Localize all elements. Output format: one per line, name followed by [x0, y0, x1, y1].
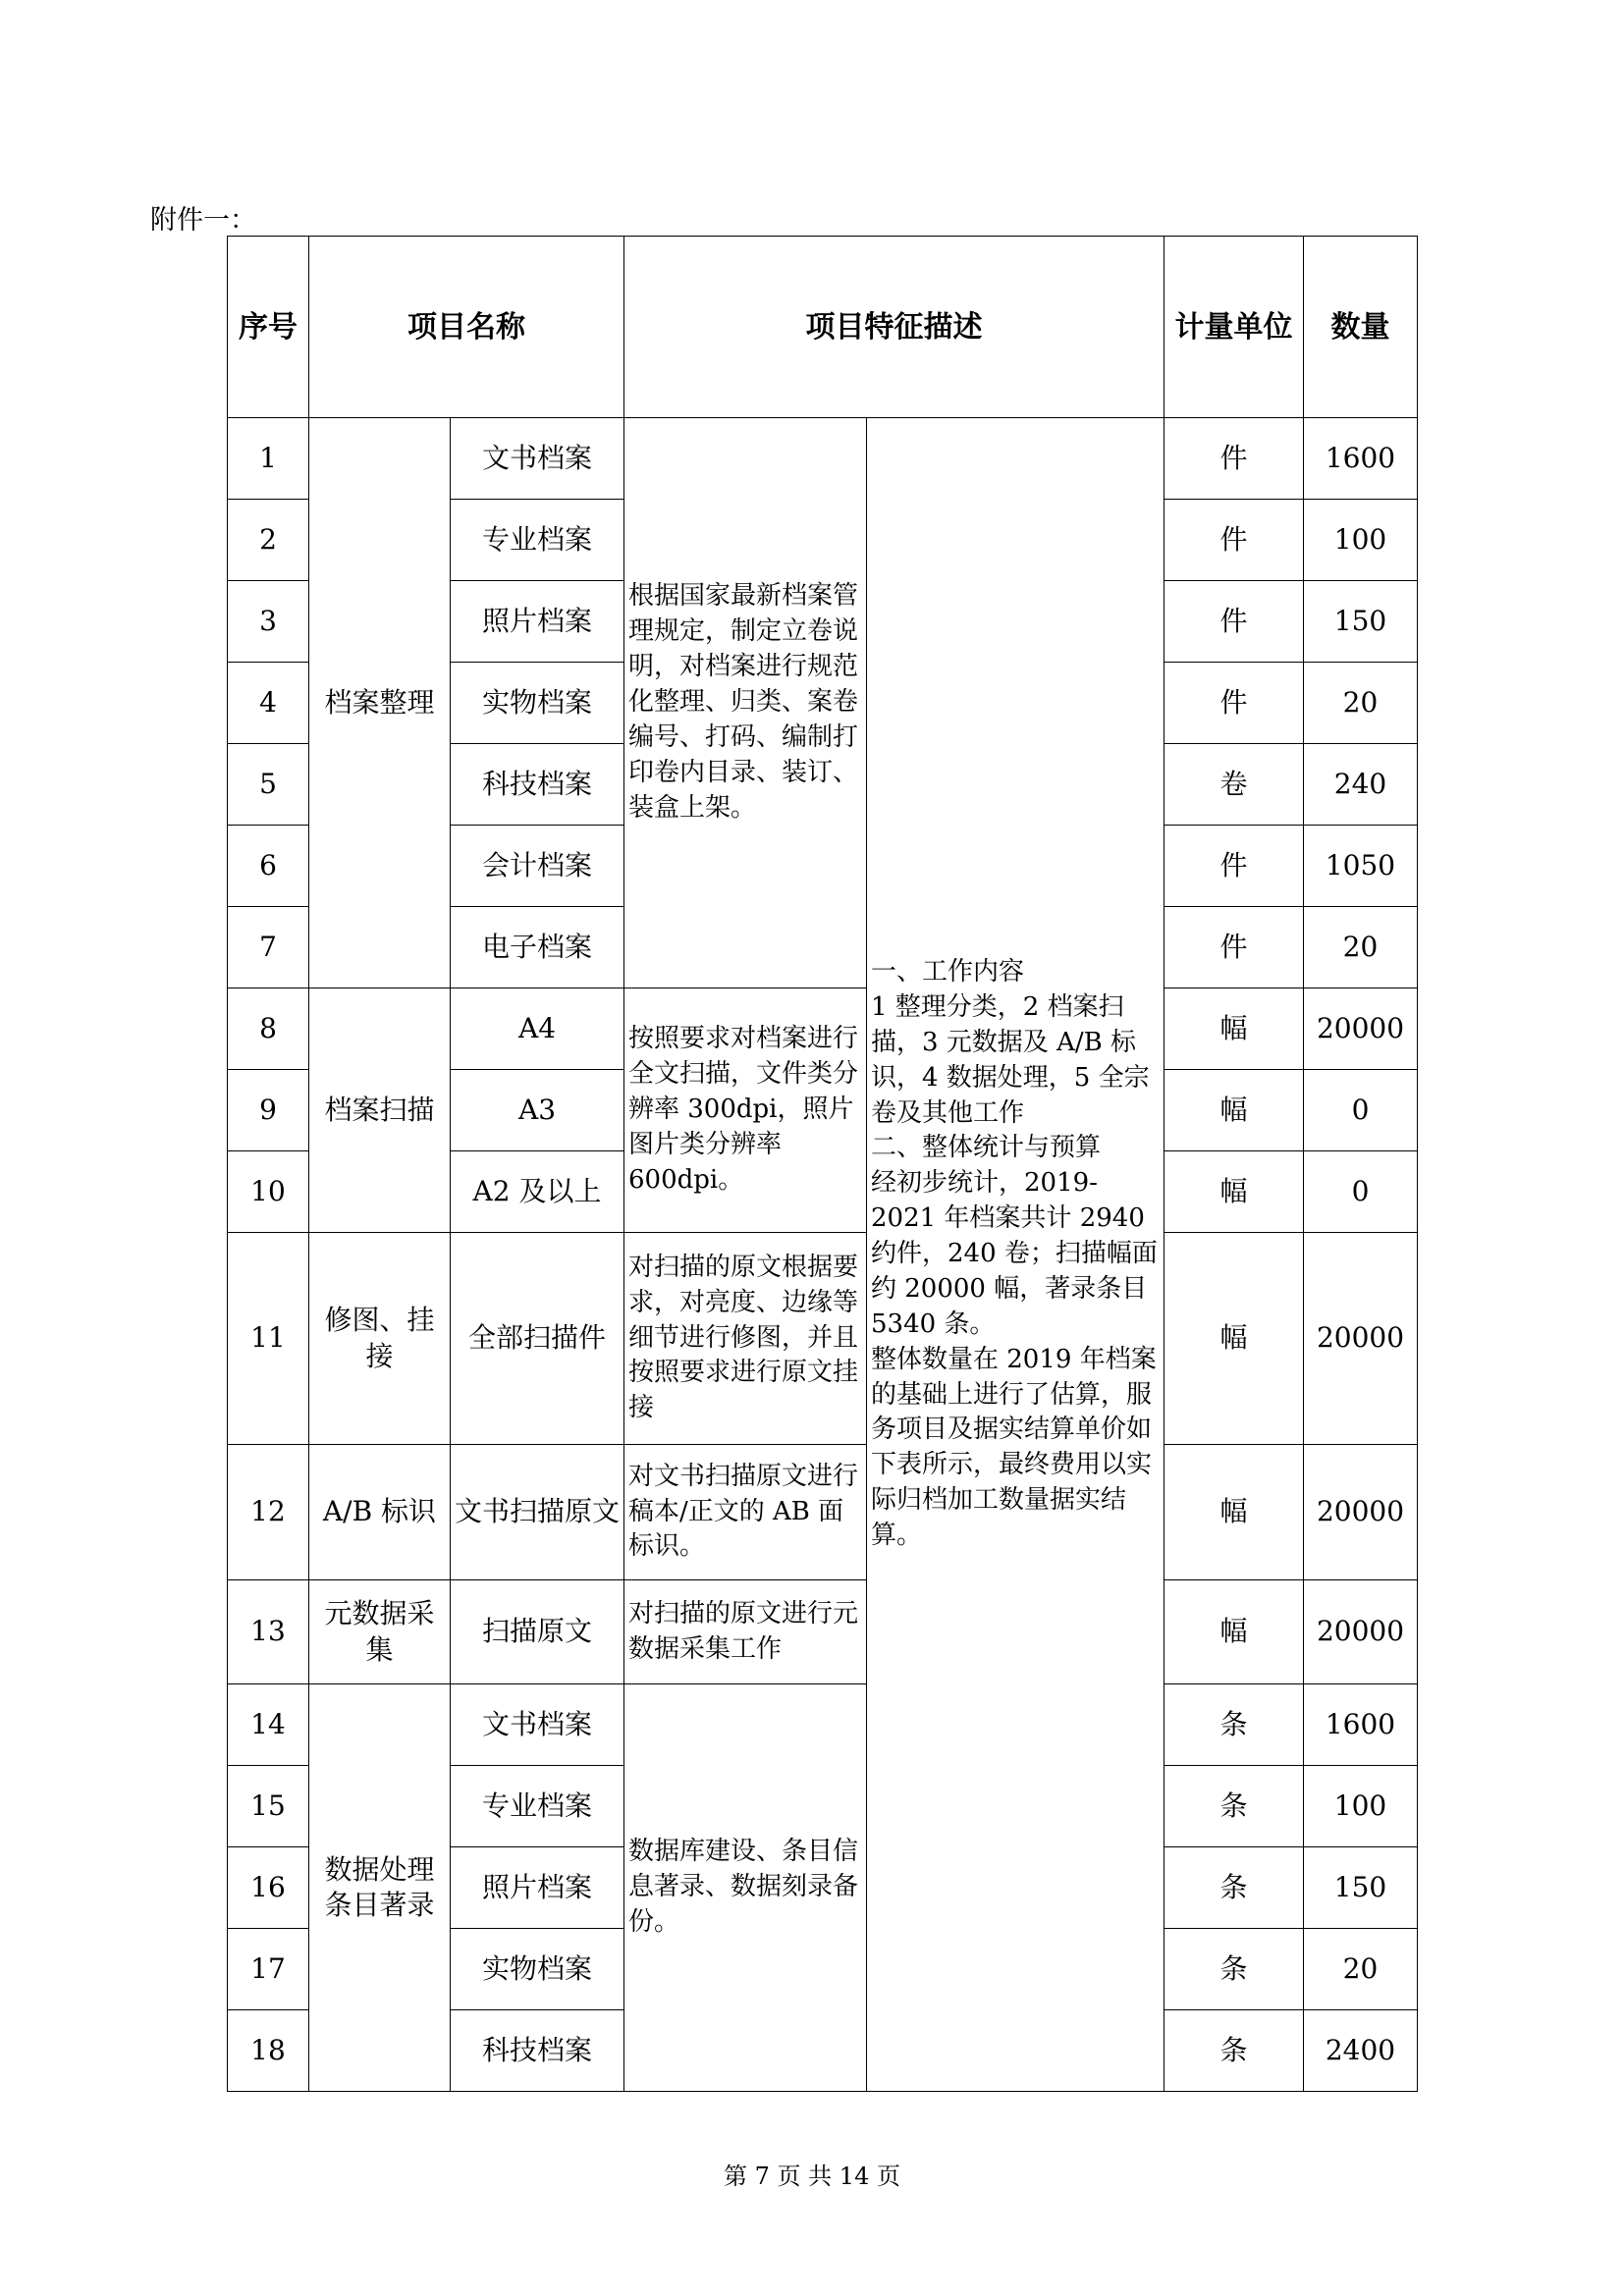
row-number: 3	[228, 581, 309, 663]
item-description: 对扫描的原文根据要求，对亮度、边缘等细节进行修图，并且按照要求进行原文挂接	[624, 1233, 867, 1445]
quantity-cell: 20	[1304, 907, 1418, 988]
header-description: 项目特征描述	[624, 237, 1164, 418]
unit-cell: 件	[1164, 500, 1304, 581]
unit-cell: 件	[1164, 581, 1304, 663]
header-seq: 序号	[228, 237, 309, 418]
sub-item: 扫描原文	[451, 1580, 624, 1684]
unit-cell: 幅	[1164, 1233, 1304, 1445]
item-description: 对扫描的原文进行元数据采集工作	[624, 1580, 867, 1684]
note-line: 二、整体统计与预算	[871, 1133, 1102, 1163]
sub-item: 实物档案	[451, 663, 624, 744]
sub-item: 会计档案	[451, 826, 624, 907]
quantity-cell: 1050	[1304, 826, 1418, 907]
note-line: 经初步统计，2019-2021 年档案共计 2940 约件，240 卷；扫描幅面约 20000 幅，著录条目 5340 条。	[871, 1168, 1158, 1339]
row-number: 2	[228, 500, 309, 581]
table-row	[228, 1445, 1418, 1580]
row-number: 4	[228, 663, 309, 744]
item-description: 根据国家最新档案管理规定，制定立卷说明，对档案进行规范化整理、归类、案卷编号、打码、编制打印卷内目录、装订、装盒上架。	[624, 418, 867, 988]
unit-cell: 件	[1164, 418, 1304, 500]
quantity-cell: 20000	[1304, 1580, 1418, 1684]
sub-item: 文书扫描原文	[451, 1445, 624, 1580]
header-quantity: 数量	[1304, 237, 1418, 418]
quantity-cell: 20000	[1304, 1233, 1418, 1445]
row-number: 7	[228, 907, 309, 988]
group-label: 修图、挂接	[309, 1233, 451, 1445]
sub-item: 照片档案	[451, 1847, 624, 1929]
sub-item: 专业档案	[451, 1766, 624, 1847]
sub-item: 全部扫描件	[451, 1233, 624, 1445]
quantity-cell: 150	[1304, 1847, 1418, 1929]
quantity-cell: 20000	[1304, 1445, 1418, 1580]
sub-item: A4	[451, 988, 624, 1070]
unit-cell: 幅	[1164, 1580, 1304, 1684]
sub-item: 文书档案	[451, 418, 624, 500]
row-number: 6	[228, 826, 309, 907]
quantity-cell: 0	[1304, 1070, 1418, 1151]
sub-item: 专业档案	[451, 500, 624, 581]
unit-cell: 件	[1164, 663, 1304, 744]
quantity-cell: 20	[1304, 1929, 1418, 2010]
unit-cell: 条	[1164, 1766, 1304, 1847]
quantity-cell: 1600	[1304, 418, 1418, 500]
sub-item: 科技档案	[451, 744, 624, 826]
unit-cell: 条	[1164, 1684, 1304, 1766]
row-number: 18	[228, 2010, 309, 2092]
quantity-cell: 2400	[1304, 2010, 1418, 2092]
unit-cell: 幅	[1164, 1151, 1304, 1233]
row-number: 9	[228, 1070, 309, 1151]
item-description: 按照要求对档案进行全文扫描，文件类分辨率 300dpi，照片图片类分辨率 600dpi。	[624, 988, 867, 1233]
group-label: 元数据采集	[309, 1580, 451, 1684]
overall-note	[867, 418, 1164, 2092]
quantity-cell: 100	[1304, 1766, 1418, 1847]
unit-cell: 幅	[1164, 1070, 1304, 1151]
page-footer: 第 7 页 共 14 页	[724, 2163, 900, 2190]
unit-cell: 件	[1164, 826, 1304, 907]
group-label: 档案整理	[309, 418, 451, 988]
table-row	[228, 1684, 1418, 1766]
sub-item: 电子档案	[451, 907, 624, 988]
note-line: 1 整理分类，2 档案扫描，3 元数据及 A/B 标识，4 数据处理，5 全宗卷及其他工作	[871, 991, 1150, 1128]
quantity-cell: 1600	[1304, 1684, 1418, 1766]
table-row	[228, 988, 1418, 1070]
sub-item: 照片档案	[451, 581, 624, 663]
quantity-cell: 150	[1304, 581, 1418, 663]
header-item-name: 项目名称	[309, 237, 624, 418]
group-label: A/B 标识	[309, 1445, 451, 1580]
row-number: 15	[228, 1766, 309, 1847]
unit-cell: 幅	[1164, 1445, 1304, 1580]
unit-cell: 幅	[1164, 988, 1304, 1070]
quantity-cell: 20	[1304, 663, 1418, 744]
group-label: 档案扫描	[309, 988, 451, 1233]
quantity-cell: 20000	[1304, 988, 1418, 1070]
row-number: 16	[228, 1847, 309, 1929]
row-number: 12	[228, 1445, 309, 1580]
row-number: 5	[228, 744, 309, 826]
sub-item: 科技档案	[451, 2010, 624, 2092]
sub-item: A2 及以上	[451, 1151, 624, 1233]
row-number: 17	[228, 1929, 309, 2010]
unit-cell: 条	[1164, 2010, 1304, 2092]
sub-item: 实物档案	[451, 1929, 624, 2010]
table-row	[228, 1233, 1418, 1445]
sub-item: A3	[451, 1070, 624, 1151]
row-number: 1	[228, 418, 309, 500]
row-number: 13	[228, 1580, 309, 1684]
header-unit: 计量单位	[1164, 237, 1304, 418]
attachment-label: 附件一：	[150, 205, 256, 236]
quantity-cell: 0	[1304, 1151, 1418, 1233]
row-number: 10	[228, 1151, 309, 1233]
note-line: 一、工作内容	[871, 957, 1025, 988]
note-line: 整体数量在 2019 年档案的基础上进行了估算，服务项目及据实结算单价如下表所示，最终费用以实际归档加工数量据实结算。	[871, 1344, 1157, 1551]
table-row	[228, 1580, 1418, 1684]
row-number: 8	[228, 988, 309, 1070]
unit-cell: 卷	[1164, 744, 1304, 826]
unit-cell: 条	[1164, 1847, 1304, 1929]
table-header-row	[228, 237, 1418, 418]
row-number: 14	[228, 1684, 309, 1766]
unit-cell: 件	[1164, 907, 1304, 988]
table-row	[228, 418, 1418, 500]
group-label: 数据处理条目著录	[309, 1684, 451, 2092]
item-description: 数据库建设、条目信息著录、数据刻录备份。	[624, 1684, 867, 2092]
sub-item: 文书档案	[451, 1684, 624, 1766]
quotation-table	[227, 236, 1418, 2092]
quantity-cell: 100	[1304, 500, 1418, 581]
item-description: 对文书扫描原文进行稿本/正文的 AB 面标识。	[624, 1445, 867, 1580]
row-number: 11	[228, 1233, 309, 1445]
unit-cell: 条	[1164, 1929, 1304, 2010]
quantity-cell: 240	[1304, 744, 1418, 826]
